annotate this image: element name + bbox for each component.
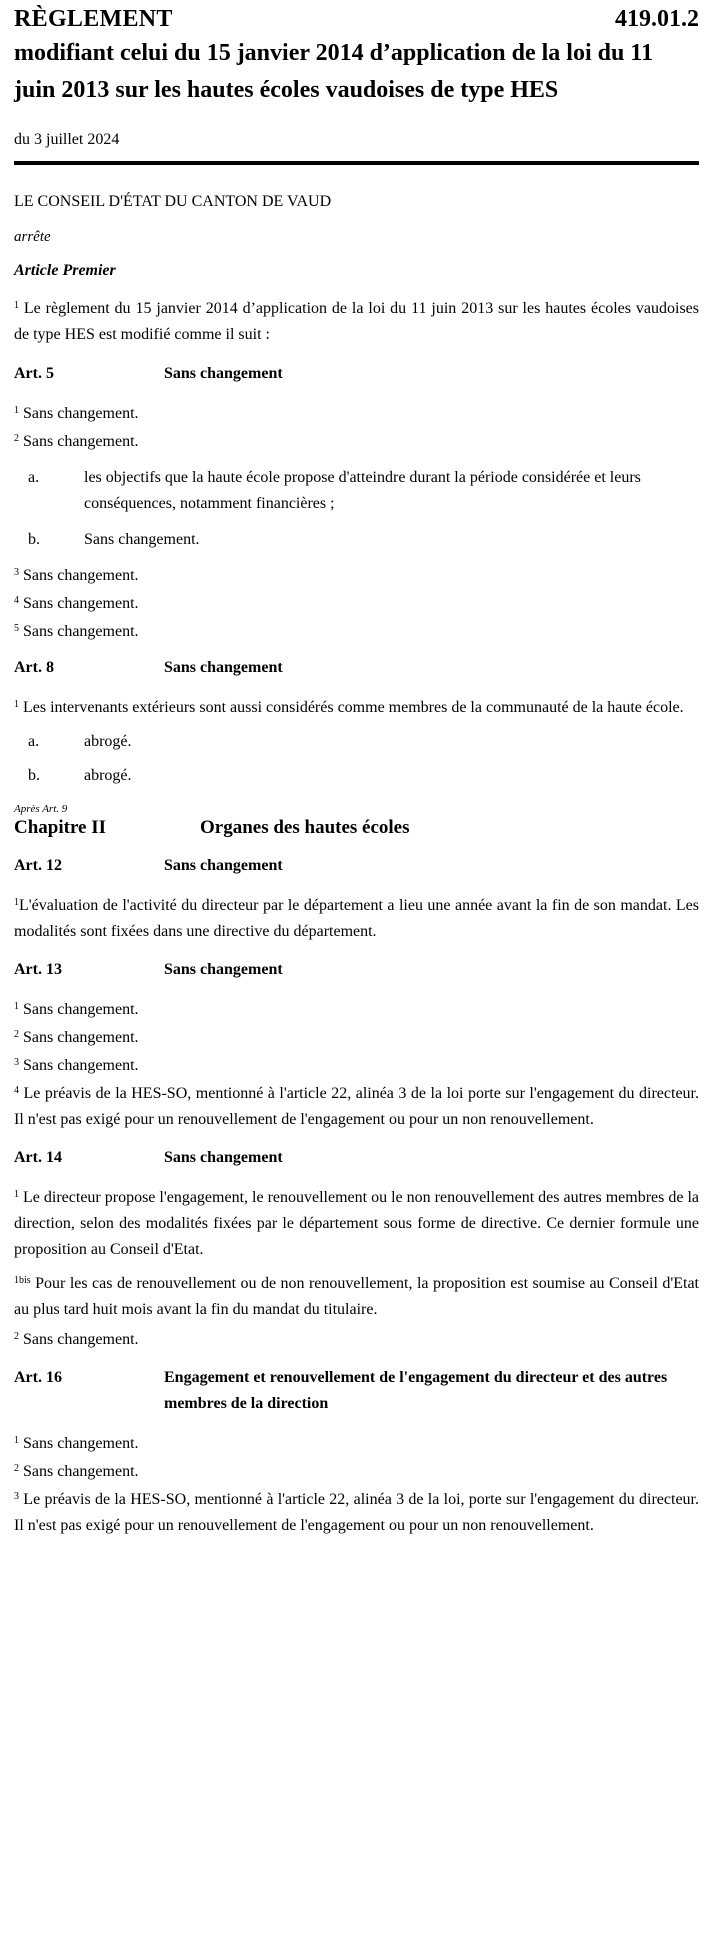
art8-item-b	[14, 763, 699, 789]
alinea-number: 2	[14, 433, 19, 444]
art8-al1	[14, 695, 699, 721]
art16-al3	[14, 1487, 699, 1539]
article-title: Sans changement	[164, 857, 283, 874]
item-text: les objectifs que la haute école propose d'atteindre durant la période considérée et leurs conséquences, notamment financières ;	[84, 469, 641, 512]
alinea-text: Sans changement.	[23, 1331, 139, 1348]
article-title: Sans changement	[164, 1149, 283, 1166]
alinea-number: 4	[14, 1085, 19, 1096]
chapter-number: Chapitre II	[14, 817, 107, 838]
alinea-number: 3	[14, 567, 19, 578]
item-letter: a.	[28, 469, 40, 486]
article-title: Engagement et renouvellement de l'engagement du directeur et des autres membres de la direction	[164, 1369, 668, 1412]
art12-heading	[14, 853, 699, 879]
item-text: abrogé.	[84, 767, 132, 784]
alinea-text: Pour les cas de renouvellement ou de non renouvellement, la proposition est soumise au Conseil d'Etat au plus tard huit mois avant la fin du mandat du titulaire.	[14, 1275, 700, 1318]
art8-item-a	[14, 729, 699, 755]
art5-al5	[14, 619, 699, 645]
art5-al1	[14, 401, 699, 427]
alinea-text: L'évaluation de l'activité du directeur par le département a lieu une année avant la fin de son mandat. Les modalités sont fixées dans une directive du département.	[14, 897, 699, 940]
alinea-number: 2	[14, 1463, 19, 1474]
item-text: Sans changement.	[84, 531, 200, 548]
art12-al1	[14, 893, 699, 945]
art5-al2	[14, 429, 699, 455]
article-number: Art. 16	[14, 1369, 62, 1386]
alinea-number: 1	[14, 699, 19, 710]
alinea-number: 4	[14, 595, 19, 606]
alinea-number: 3	[14, 1491, 19, 1502]
chapter-title: Organes des hautes écoles	[200, 817, 410, 838]
alinea-text: Sans changement.	[23, 1057, 139, 1074]
alinea-number: 1	[14, 897, 19, 908]
header-rule	[14, 161, 699, 165]
issuing-authority: LE CONSEIL D'ÉTAT DU CANTON DE VAUD	[14, 193, 332, 210]
alinea-number: 2	[14, 1029, 19, 1040]
art13-al3	[14, 1053, 699, 1079]
art16-al1	[14, 1431, 699, 1457]
alinea-text: Sans changement.	[23, 1463, 139, 1480]
alinea-text: Le directeur propose l'engagement, le renouvellement ou le non renouvellement des autres membres de la direction, selon des modalités fixées par le département sous forme de directive. Ce dernier formule une proposition au Conseil d'Etat.	[14, 1189, 700, 1258]
art5-al4	[14, 591, 699, 617]
alinea-text: Sans changement.	[23, 1001, 139, 1018]
article-number: Art. 13	[14, 961, 62, 978]
art5-item-a	[14, 465, 699, 517]
alinea-text: Sans changement.	[23, 567, 139, 584]
article-title: Sans changement	[164, 659, 283, 676]
alinea-text: Sans changement.	[23, 595, 139, 612]
alinea-number: 1	[14, 300, 19, 311]
alinea-text: Les intervenants extérieurs sont aussi considérés comme membres de la communauté de la haute école.	[23, 699, 684, 716]
art5-heading	[14, 361, 699, 387]
art5-item-b	[14, 527, 699, 553]
alinea-text: Sans changement.	[23, 405, 139, 422]
document-title: modifiant celui du 15 janvier 2014 d’application de la loi du 11 juin 2013 sur les hautes écoles vaudoises de type HES	[14, 40, 653, 103]
article-title: Sans changement	[164, 961, 283, 978]
document-header	[14, 0, 699, 33]
art13-heading	[14, 957, 699, 983]
alinea-number: 1	[14, 1189, 19, 1200]
article-number: Art. 14	[14, 1149, 62, 1166]
document-number: 419.01.2	[615, 6, 699, 32]
article-title: Sans changement	[164, 365, 283, 382]
alinea-text: Le préavis de la HES-SO, mentionné à l'article 22, alinéa 3 de la loi porte sur l'engagement du directeur. Il n'est pas exigé pour un renouvellement de l'engagement ou pour un non renouvellement.	[14, 1085, 700, 1128]
alinea-text: Sans changement.	[23, 1029, 139, 1046]
art14-heading	[14, 1145, 699, 1171]
alinea-number: 2	[14, 1331, 19, 1342]
art13-al2	[14, 1025, 699, 1051]
art16-heading	[14, 1365, 699, 1417]
article-number: Art. 5	[14, 365, 54, 382]
alinea-number: 3	[14, 1057, 19, 1068]
alinea-number: 1	[14, 1001, 19, 1012]
arrete-line: arrête	[14, 229, 51, 245]
item-text: abrogé.	[84, 733, 132, 750]
article-number: Art. 8	[14, 659, 54, 676]
alinea-text: Sans changement.	[23, 1435, 139, 1452]
item-letter: a.	[28, 733, 40, 750]
document-date: du 3 juillet 2024	[14, 131, 120, 148]
art14-al1	[14, 1185, 699, 1263]
item-letter: b.	[28, 767, 40, 784]
art13-al4	[14, 1081, 699, 1133]
insertion-note: Après Art. 9	[14, 803, 68, 815]
article-premier-al1	[14, 296, 699, 348]
art13-al1	[14, 997, 699, 1023]
art14-al2	[14, 1327, 699, 1353]
art16-al2	[14, 1459, 699, 1485]
alinea-number: 1bis	[14, 1275, 31, 1286]
alinea-number: 1	[14, 405, 19, 416]
chapter-heading	[14, 815, 699, 841]
article-number: Art. 12	[14, 857, 62, 874]
art8-heading	[14, 655, 699, 681]
alinea-text: Sans changement.	[23, 623, 139, 640]
art5-al3	[14, 563, 699, 589]
alinea-number: 5	[14, 623, 19, 634]
article-premier-heading: Article Premier	[14, 262, 116, 279]
item-letter: b.	[28, 531, 40, 548]
alinea-number: 1	[14, 1435, 19, 1446]
alinea-text: Le règlement du 15 janvier 2014 d’application de la loi du 11 juin 2013 sur les hautes écoles vaudoises de type HES est modifié comme il suit :	[14, 300, 700, 343]
alinea-text: Sans changement.	[23, 433, 139, 450]
document-type: RÈGLEMENT	[14, 6, 173, 32]
art14-al1bis	[14, 1271, 699, 1323]
alinea-text: Le préavis de la HES-SO, mentionné à l'article 22, alinéa 3 de la loi, porte sur l'engagement du directeur. Il n'est pas exigé pour un renouvellement de l'engagement ou pour un non renouvellement.	[14, 1491, 699, 1534]
